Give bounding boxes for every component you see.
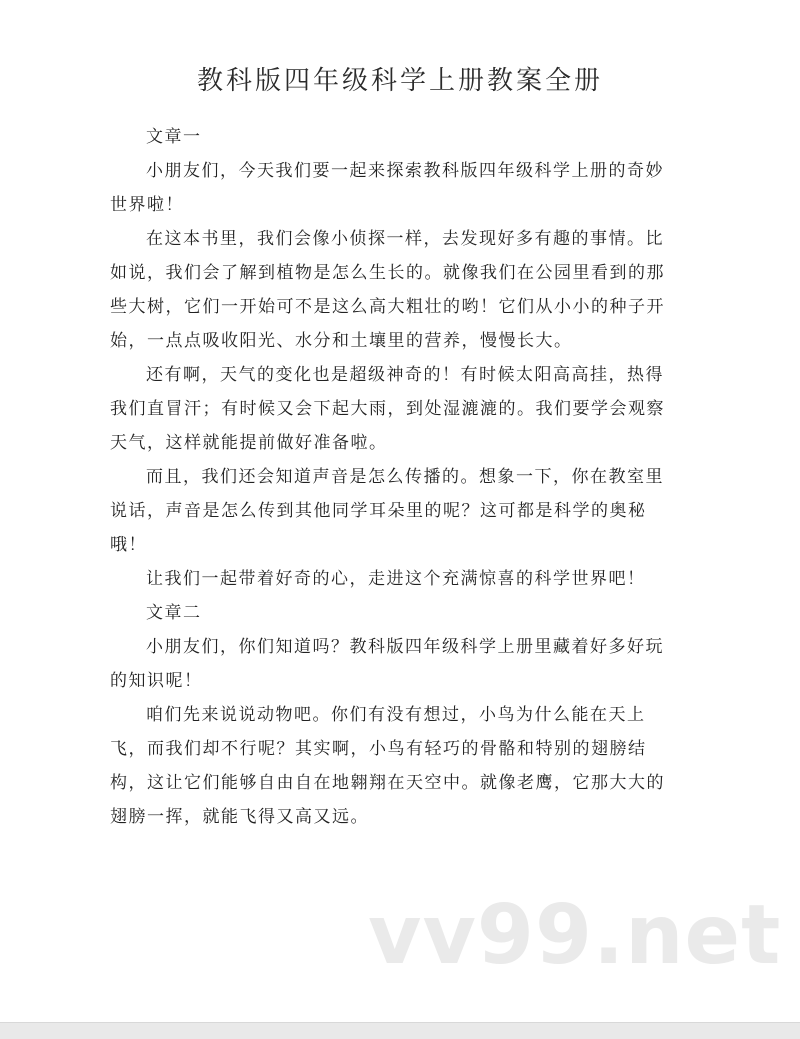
watermark: vv99.net [368,888,782,983]
paragraph: 让我们一起带着好奇的心，走进这个充满惊喜的科学世界吧！ [146,569,646,589]
paragraph: 而且，我们还会知道声音是怎么传播的。想象一下，你在教室里说话，声音是怎么传到其他同学耳朵里的呢？这可都是科学的奥秘哦！ [110,467,664,555]
paragraph: 小朋友们，今天我们要一起来探索教科版四年级科学上册的奇妙世界啦！ [110,161,664,215]
section-heading-1: 文章一 [146,127,202,147]
paragraph: 咱们先来说说动物吧。你们有没有想过，小鸟为什么能在天上飞，而我们却不行呢？其实啊，小鸟有轻巧的骨骼和特别的翅膀结构，这让它们能够自由自在地翱翔在天空中。就像老鹰，它那大大的翅膀一挥，就能飞得又高又远。 [110,705,665,827]
paragraph: 还有啊，天气的变化也是超级神奇的！有时候太阳高高挂，热得我们直冒汗；有时候又会下起大雨，到处湿漉漉的。我们要学会观察天气，这样就能提前做好准备啦。 [110,365,665,453]
bottom-scrollbar-track[interactable] [0,1022,800,1039]
document-title: 教科版四年级科学上册教案全册 [196,66,603,96]
section-heading-2: 文章二 [146,603,202,623]
paragraph: 在这本书里，我们会像小侦探一样，去发现好多有趣的事情。比如说，我们会了解到植物是怎么生长的。就像我们在公园里看到的那些大树，它们一开始可不是这么高大粗壮的哟！它们从小小的种子开始，一点点吸收阳光、水分和土壤里的营养，慢慢长大。 [110,229,665,351]
paragraph: 小朋友们，你们知道吗？教科版四年级科学上册里藏着好多好玩的知识呢！ [110,637,664,691]
document-body [110,120,670,834]
